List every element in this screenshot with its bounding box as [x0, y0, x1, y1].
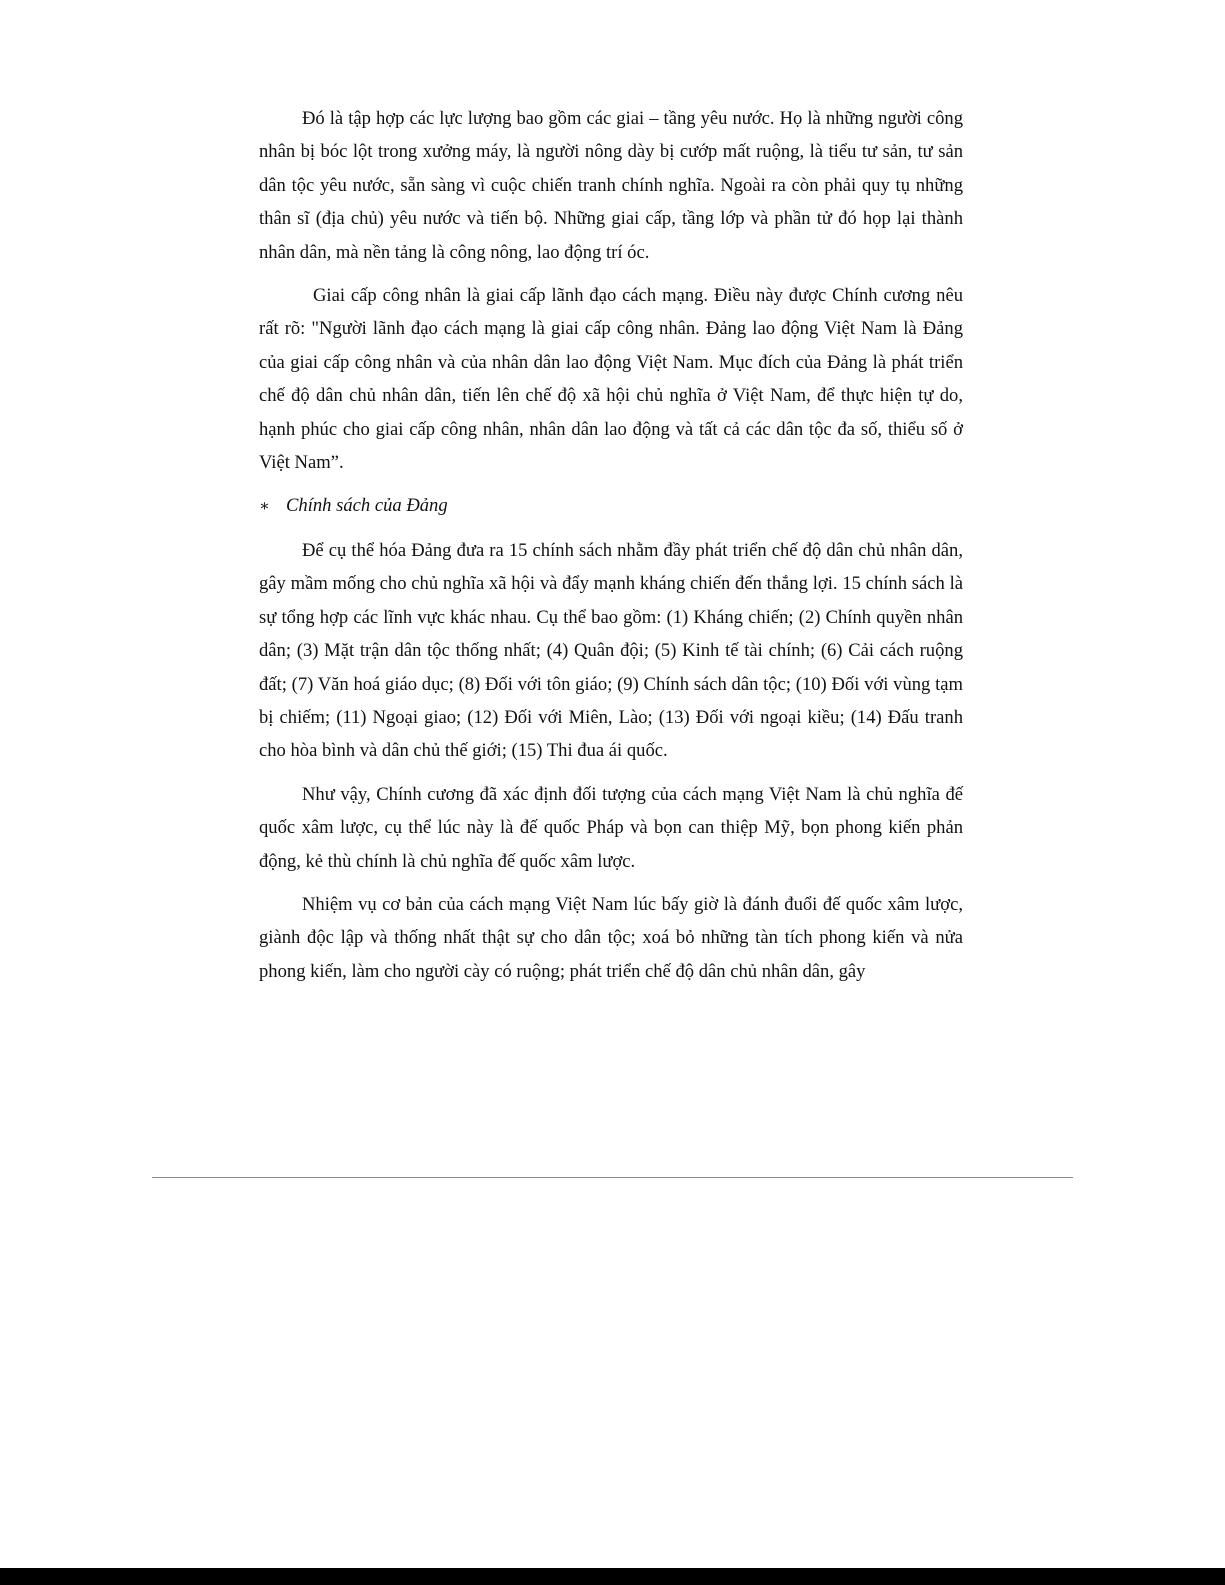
paragraph-4: Như vậy, Chính cương đã xác định đối tượng của cách mạng Việt Nam là chủ nghĩa đế quốc xâm lược, cụ thể lúc này là đế quốc Pháp và bọn can thiệp Mỹ, bọn phong kiến phản động, kẻ thù chính là chủ nghĩa đế quốc xâm lược.: [259, 783, 963, 872]
paragraph-1: Đó là tập hợp các lực lượng bao gồm các giai – tầng yêu nước. Họ là những người công nhân bị bóc lột trong xưởng máy, là người nông dày bị cướp mất ruộng, là tiểu tư sản, tư sản dân tộc yêu nước, sẵn sàng vì cuộc chiến tranh chính nghĩa. Ngoài ra còn phải quy tụ những thân sĩ (địa chủ) yêu nước và tiến bộ. Những giai cấp, tầng lớp và phần tử đó họp lại thành nhân dân, mà nền tảng là công nông, lao động trí óc.: [259, 108, 963, 263]
paragraph-5: Nhiệm vụ cơ bản của cách mạng Việt Nam lúc bấy giờ là đánh đuổi đế quốc xâm lược, giành độc lập và thống nhất thật sự cho dân tộc; xoá bỏ những tàn tích phong kiến và nửa phong kiến, làm cho người cày có ruộng; phát triển chế độ dân chủ nhân dân, gây: [259, 893, 963, 982]
bottom-edge-bar: [0, 1568, 1225, 1585]
footer-divider: [152, 1177, 1073, 1178]
section-heading-text: Chính sách của Đảng: [286, 495, 448, 517]
document-body: [259, 102, 963, 998]
section-heading: [259, 489, 963, 523]
paragraph-3: Để cụ thể hóa Đảng đưa ra 15 chính sách nhằm đầy phát triển chế độ dân chủ nhân dân, gây mầm mống cho chủ nghĩa xã hội và đẩy mạnh kháng chiến đến thắng lợi. 15 chính sách là sự tổng hợp các lĩnh vực khác nhau. Cụ thể bao gồm: (1) Kháng chiến; (2) Chính quyền nhân dân; (3) Mặt trận dân tộc thống nhất; (4) Quân đội; (5) Kinh tế tài chính; (6) Cải cách ruộng đất; (7) Văn hoá giáo dục; (8) Đối với tôn giáo; (9) Chính sách dân tộc; (10) Đối với vùng tạm bị chiếm; (11) Ngoại giao; (12) Đối với Miên, Lào; (13) Đối với ngoại kiều; (14) Đấu tranh cho hòa bình và dân chủ thế giới; (15) Thi đua ái quốc.: [259, 539, 963, 762]
asterisk-bullet-icon: ∗: [259, 498, 270, 516]
paragraph-2: Giai cấp công nhân là giai cấp lãnh đạo cách mạng. Điều này được Chính cương nêu rất rõ: "Người lãnh đạo cách mạng là giai cấp công nhân. Đảng lao động Việt Nam là Đảng của giai cấp công nhân và của nhân dân lao động Việt Nam. Mục đích của Đảng là phát triển chế độ dân chủ nhân dân, tiến lên chế độ xã hội chủ nghĩa ở Việt Nam, để thực hiện tự do, hạnh phúc cho giai cấp công nhân, nhân dân lao động và tất cả các dân tộc đa số, thiểu số ở Việt Nam”.: [259, 285, 963, 474]
